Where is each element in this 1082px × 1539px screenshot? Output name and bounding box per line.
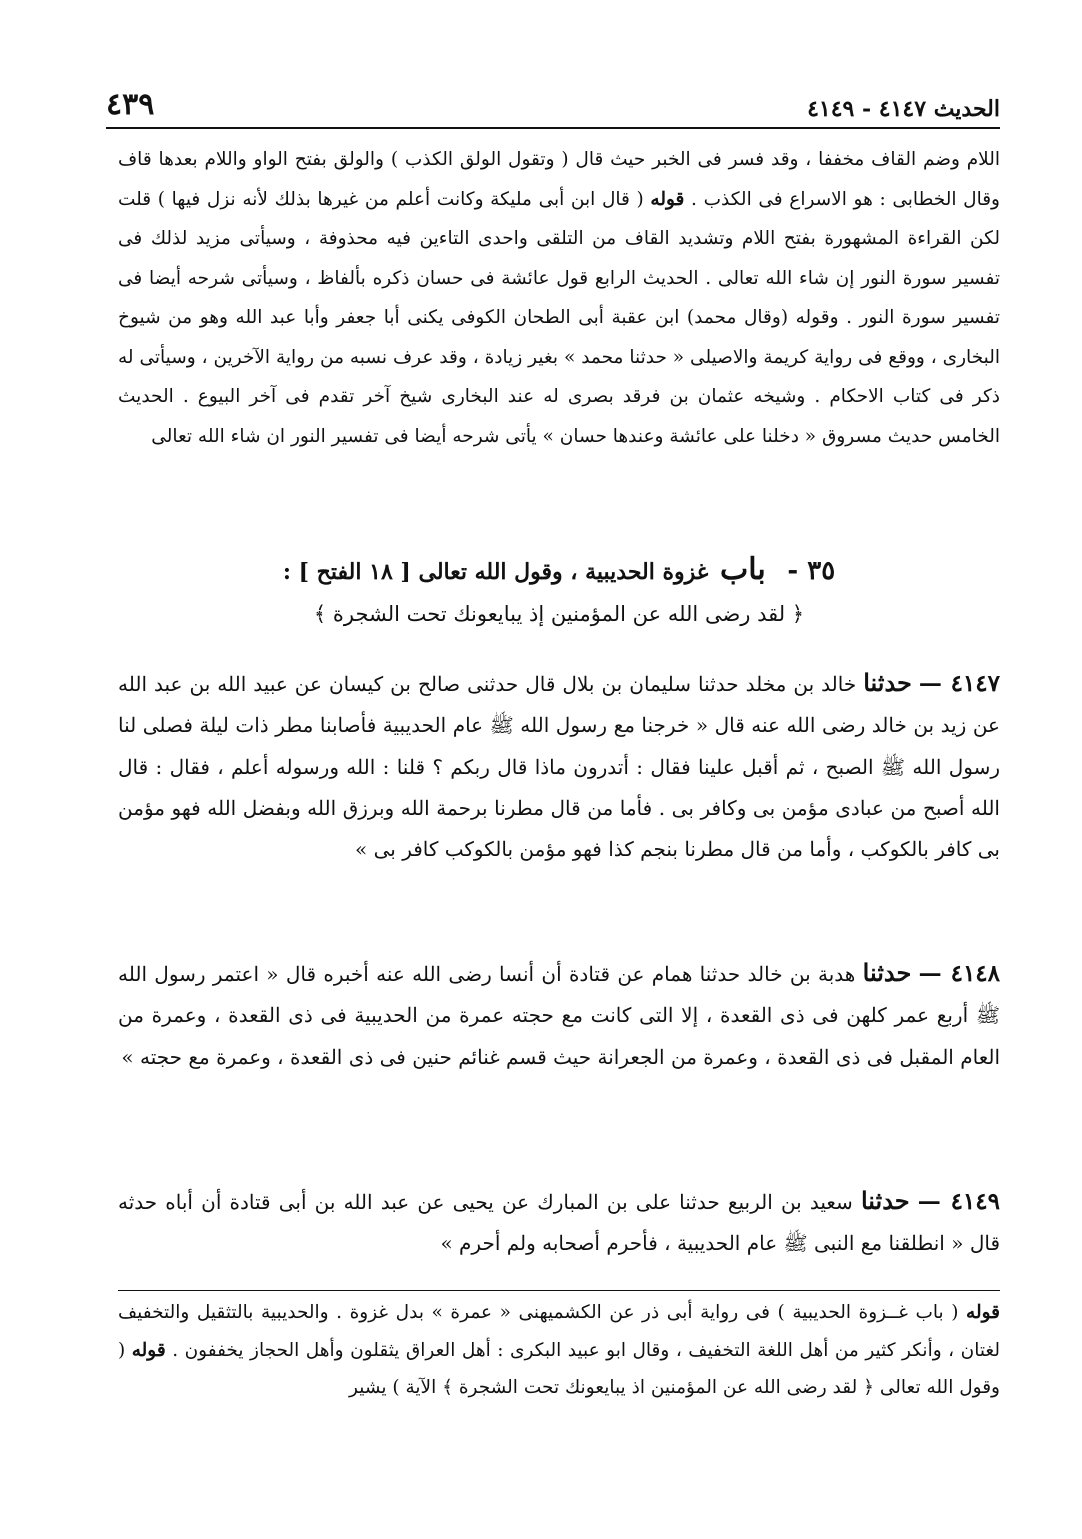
header-title: الحديث ٤١٤٧ - ٤١٤٩: [807, 96, 1000, 122]
commentary-paragraph: [118, 140, 1000, 456]
commentary-tail-paragraph: [118, 1294, 1000, 1407]
commentary-block: [118, 140, 1000, 456]
hadith-number: ٤١٤٧ —: [918, 670, 1000, 697]
hadith-4148: [118, 952, 1000, 1078]
hadith-4147: [118, 662, 1000, 870]
hadith-haddatha: حدثنا: [862, 958, 912, 987]
hadith-haddatha: حدثنا: [863, 668, 912, 697]
tail-keyword-1: قوله: [966, 1302, 1000, 1323]
commentary-text-1: اللام وضم القاف مخففا ، وقد فسر فى الخبر حيث قال ( وتقول الولق الكذب ) والولق بفتح الواو واللام بعدها قاف وقال الخطابى : هو الاسراع فى الكذب .: [118, 149, 1000, 210]
header-rule: [106, 127, 1000, 129]
chapter-number: ٣٥ -: [787, 556, 836, 586]
running-header: [106, 82, 1000, 122]
tail-keyword-2: قوله: [131, 1339, 166, 1361]
chapter-bab-word: باب: [719, 552, 766, 587]
hadith-haddatha: حدثنا: [860, 1186, 910, 1215]
hadith-text: خالد بن مخلد حدثنا سليمان بن بلال قال حدثنى صالح بن كيسان عن عبيد الله بن عبد الله عن زيد بن خالد رضى الله عنه قال « خرجنا مع رسول الله ﷺ عام الحديبية فأصابنا مطر ذات ليلة فصلى لنا رسول الله ﷺ الصبح ، ثم أقبل علينا فقال : أتدرون ماذا قال ربكم ؟ قلنا : الله ورسوله أعلم ، فقال : قال الله أصبح من عبادى مؤمن بى وكافر بى . فأما من قال مطرنا برحمة الله وبرزق الله وبفضل الله فهو مؤمن بى كافر بالكوكب ، وأما من قال مطرنا بنجم كذا فهو مؤمن بالكوكب كافر بى »: [118, 672, 1000, 862]
chapter-heading-block: [118, 548, 1000, 634]
hadith-text: سعيد بن الربيع حدثنا على بن المبارك عن يحيى عن عبد الله بن أبى قتادة أن أباه حدثه قال « انطلقنا مع النبى ﷺ عام الحديبية ، فأحرم أصحابه ولم أحرم »: [118, 1190, 1000, 1256]
hadith-4149: [118, 1180, 1000, 1265]
commentary-keyword: قوله: [650, 188, 685, 210]
commentary-text-2: ( قال ابن أبى مليكة وكانت أعلم من غيرها بذلك لأنه نزل فيها ) قلت لكن القراءة المشهورة بفتح اللام وتشديد القاف من التلقى واحدى التاءين فيه محذوفة ، وسيأتى مزيد لذلك فى تفسير سورة النور إن شاء الله تعالى . الحديث الرابع قول عائشة فى حسان ذكره بألفاظ ، وسيأتى شرحه أيضا فى تفسير سورة النور . وقوله (وقال محمد) ابن عقبة أبى الطحان الكوفى يكنى أبا جعفر وأبا عبد الله وهو من شيوخ البخارى ، ووقع فى رواية كريمة والاصيلى « حدثنا محمد » بغير زيادة ، وقد عرف نسبه من رواية الآخرين ، وسيأتى له ذكر فى كتاب الاحكام . وشيخه عثمان بن فرقد بصرى له عند البخارى شيخ آخر تقدم فى آخر البيوع . الحديث الخامس حديث مسروق « دخلنا على عائشة وعندها حسان » يأتى شرحه أيضا فى تفسير النور ان شاء الله تعالى: [118, 188, 1000, 447]
chapter-heading: [118, 548, 1000, 594]
tail-text-2: ( وقول الله تعالى ﴿ لقد رضى الله عن المؤمنين اذ يبايعونك تحت الشجرة ﴾ الآية ) يشير: [118, 1339, 1000, 1398]
section-separator: [118, 1290, 1000, 1291]
hadith-number: ٤١٤٨ —: [918, 960, 1001, 987]
hadith-text: هدبة بن خالد حدثنا همام عن قتادة أن أنسا رضى الله عنه أخبره قال « اعتمر رسول الله ﷺ أربع عمر كلهن فى ذى القعدة ، إلا التى كانت مع حجته عمرة من الحديبية فى ذى القعدة ، وعمرة من العام المقبل فى ذى القعدة ، وعمرة من الجعرانة حيث قسم غنائم حنين فى ذى القعدة ، وعمرة مع حجته »: [118, 962, 1001, 1069]
tail-text-1: ( باب غــزوة الحديبية ) فى رواية أبى ذر عن الكشميهنى « عمرة » بدل غزوة . والحديبية بالتثقيل والتخفيف لغتان ، وأنكر كثير من أهل اللغة التخفيف ، وقال ابو عبيد البكرى : أهل العراق يثقلون وأهل الحجاز يخففون .: [118, 1302, 1000, 1361]
chapter-title: غزوة الحديبية ، وقول الله تعالى [ ١٨ الفتح ] :: [282, 559, 709, 585]
hadith-number: ٤١٤٩ —: [917, 1188, 1000, 1215]
commentary-tail-block: [118, 1294, 1000, 1407]
page-number: ٤٣٩: [106, 87, 155, 122]
chapter-verse: ﴿ لقد رضى الله عن المؤمنين إذ يبايعونك تحت الشجرة ﴾: [313, 602, 805, 626]
